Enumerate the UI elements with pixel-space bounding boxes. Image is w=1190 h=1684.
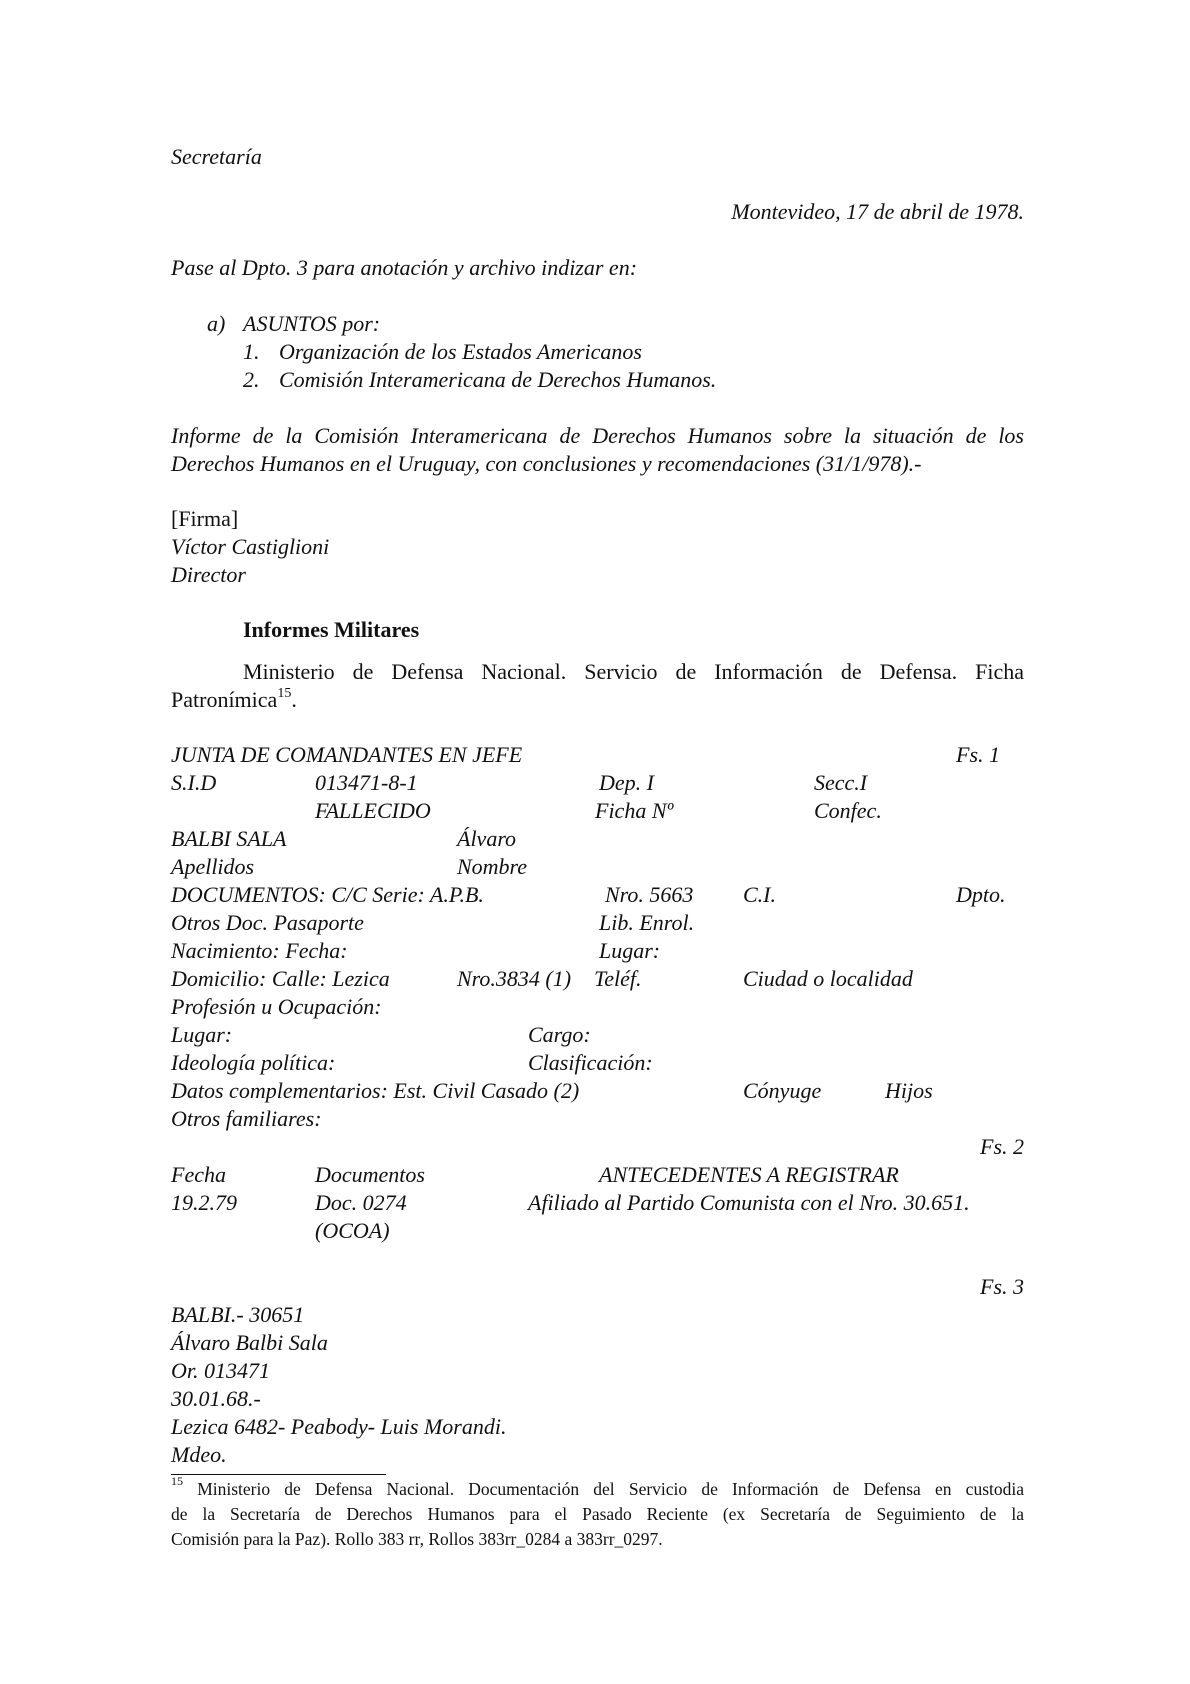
card-line: Mdeo.: [171, 1442, 227, 1467]
sid-number: 013471-8-1: [315, 770, 418, 795]
fs1-label: Fs. 1: [956, 742, 1000, 767]
secc-label: Secc.I: [814, 770, 868, 795]
card-line: Lezica 6482- Peabody- Luis Morandi.: [171, 1414, 507, 1439]
datos-complementarios-label: Datos complementarios: Est. Civil Casado (2): [171, 1078, 580, 1103]
intro-line-end: .: [291, 687, 297, 712]
fs2-label: Fs. 2: [980, 1134, 1024, 1159]
intro-line-text: Patronímica: [171, 687, 278, 712]
intro-paragraph: [171, 658, 1024, 714]
domicilio-number: Nro.3834 (1): [457, 966, 572, 991]
column-header-fecha: Fecha: [171, 1162, 226, 1187]
lugar-label: Lugar:: [599, 938, 661, 963]
card-line: BALBI.- 30651: [171, 1302, 305, 1327]
apellidos-value: BALBI SALA: [171, 826, 287, 851]
domicilio-label: Domicilio: Calle: Lezica: [171, 966, 390, 991]
documentos-label: DOCUMENTOS: C/C Serie: A.P.B.: [171, 882, 484, 907]
intro-line-2: [171, 686, 1024, 714]
footnote-number: 15: [171, 1474, 183, 1489]
footnote: [171, 1474, 1025, 1552]
list-item-number: 2.: [243, 367, 260, 392]
nombre-value: Álvaro: [457, 826, 517, 851]
intro-line: Ministerio de Defensa Nacional. Servicio de Información de Defensa. Ficha: [243, 659, 1024, 684]
footnote-divider: [171, 1474, 386, 1475]
column-header-antecedentes: ANTECEDENTES A REGISTRAR: [599, 1162, 899, 1187]
nombre-label: Nombre: [457, 854, 528, 879]
footnote-line: [171, 1474, 1025, 1502]
otros-familiares-label: Otros familiares:: [171, 1106, 322, 1131]
sid-label: S.I.D: [171, 770, 217, 795]
footnote-line-text: Ministerio de Defensa Nacional. Documentación del Servicio de Información de Defensa en custodia: [197, 1479, 1025, 1499]
ficha-number-label: Ficha Nº: [595, 798, 674, 823]
dpto-label: Dpto.: [956, 882, 1006, 907]
record-antecedente: Afiliado al Partido Comunista con el Nro. 30.651.: [528, 1190, 970, 1215]
dep-label: Dep. I: [599, 770, 654, 795]
office-label: Secretaría: [171, 144, 262, 169]
footnote-line: Comisión para la Paz). Rollo 383 rr, Rollos 383rr_0284 a 383rr_0297.: [171, 1529, 663, 1549]
column-header-documentos: Documentos: [315, 1162, 425, 1187]
place-date: Montevideo, 17 de abril de 1978.: [731, 199, 1024, 224]
footnote-line: de la Secretaría de Derechos Humanos para el Pasado Reciente (ex Secretaría de Seguimiento de la: [171, 1504, 1024, 1524]
list-a-title: ASUNTOS por:: [243, 311, 381, 336]
ideologia-label: Ideología política:: [171, 1050, 336, 1075]
ci-label: C.I.: [743, 882, 776, 907]
profesion-label: Profesión u Ocupación:: [171, 994, 382, 1019]
card-line: Or. 013471: [171, 1358, 271, 1383]
section-heading: Informes Militares: [243, 617, 420, 642]
conyuge-label: Cónyuge: [743, 1078, 822, 1103]
card-line: Álvaro Balbi Sala: [171, 1330, 328, 1355]
record-documento: Doc. 0274: [315, 1190, 407, 1215]
hijos-label: Hijos: [885, 1078, 933, 1103]
fallecido-label: FALLECIDO: [315, 798, 431, 823]
cargo-label: Cargo:: [528, 1022, 591, 1047]
confec-label: Confec.: [814, 798, 882, 823]
lib-enrol-label: Lib. Enrol.: [599, 910, 695, 935]
junta-label: JUNTA DE COMANDANTES EN JEFE: [171, 742, 523, 767]
summary-paragraph: [171, 422, 1024, 478]
lugar2-label: Lugar:: [171, 1022, 233, 1047]
footnote-ref: 15: [277, 685, 292, 701]
list-a-marker: a): [207, 311, 226, 336]
list-item: Comisión Interamericana de Derechos Humanos.: [279, 367, 717, 392]
instruction-text: Pase al Dpto. 3 para anotación y archivo indizar en:: [171, 255, 638, 280]
fs3-label: Fs. 3: [980, 1274, 1024, 1299]
summary-line: Informe de la Comisión Interamericana de Derechos Humanos sobre la situación de los: [171, 423, 1024, 448]
record-documento-origin: (OCOA): [315, 1218, 390, 1243]
card-line: 30.01.68.-: [171, 1386, 261, 1411]
signer-name: Víctor Castiglioni: [171, 534, 330, 559]
apellidos-label: Apellidos: [171, 854, 255, 879]
nacimiento-label: Nacimiento: Fecha:: [171, 938, 348, 963]
signature-mark: [Firma]: [171, 506, 239, 531]
clasificacion-label: Clasificación:: [528, 1050, 653, 1075]
signer-title: Director: [171, 562, 246, 587]
nro-value: Nro. 5663: [605, 882, 694, 907]
list-item: Organización de los Estados Americanos: [279, 339, 642, 364]
ciudad-label: Ciudad o localidad: [743, 966, 913, 991]
record-fecha: 19.2.79: [171, 1190, 237, 1215]
telef-label: Teléf.: [594, 966, 642, 991]
summary-line: Derechos Humanos en el Uruguay, con conclusiones y recomendaciones (31/1/978).-: [171, 451, 922, 476]
list-item-number: 1.: [243, 339, 260, 364]
otros-doc-label: Otros Doc. Pasaporte: [171, 910, 364, 935]
